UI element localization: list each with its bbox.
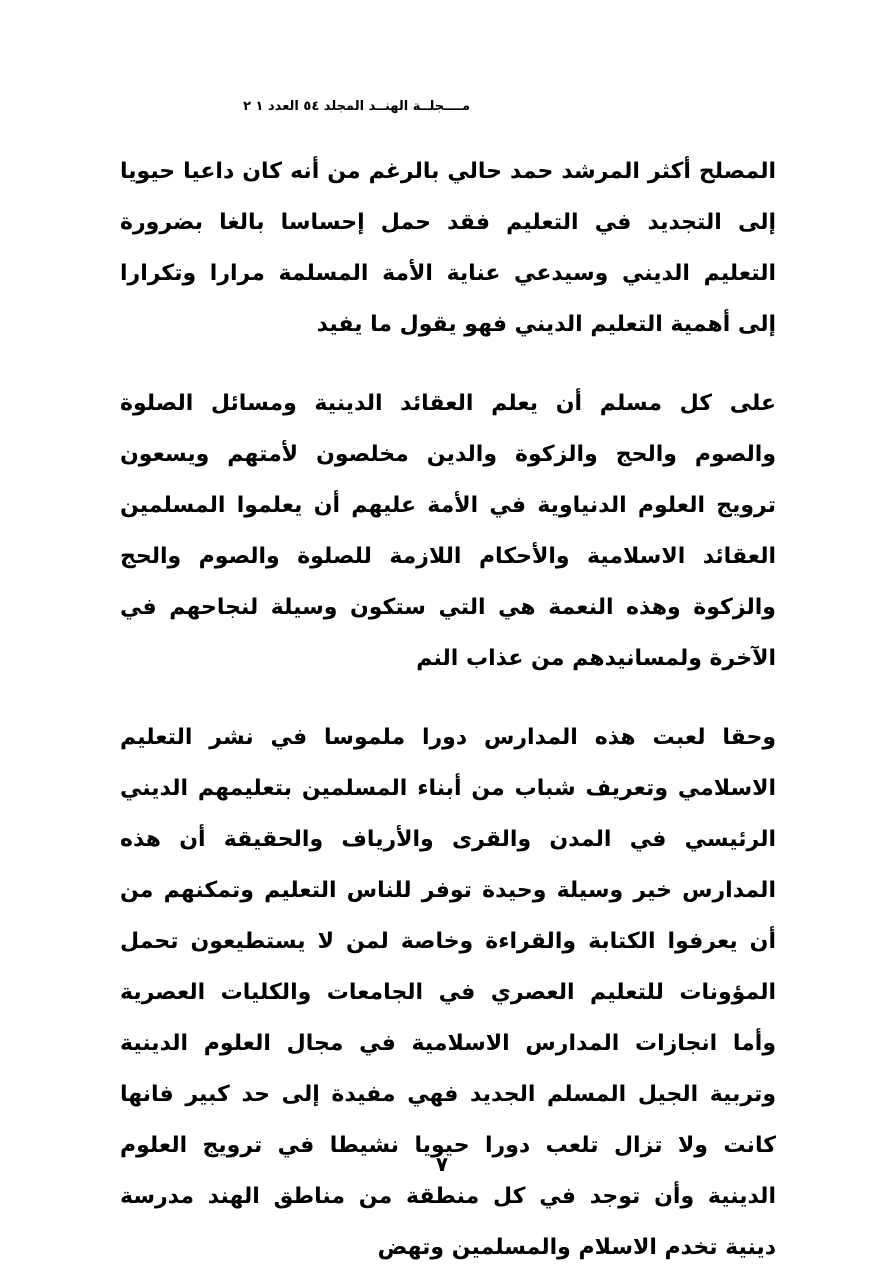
paragraph: المصلح أكثر المرشد حمد حالي بالرغم من أنه كان داعيا حيويا إلى التجديد في التعليم فقد حمل إحساسا بالغا بضرورة التعليم الديني وسيدعي عناية الأمة المسلمة مرارا وتكرارا إلى أهمية التعليم الديني فهو يقول ما يفيد [120, 159, 776, 337]
paragraph: على كل مسلم أن يعلم العقائد الدينية ومسائل الصلوة والصوم والحج والزكوة والدين مخلصون لأمتهم ويسعون ترويج العلوم الدنياوية في الأمة عليهم أن يعلموا المسلمين العقائد الاسلامية والأحكام اللازمة للصلوة والصوم والحج والزكوة وهذه النعمة هي التي ستكون وسيلة لنجاحهم في الآخرة ولمسانيدهم من عذاب النم [120, 391, 776, 671]
paragraph: وحقا لعبت هذه المدارس دورا ملموسا في نشر التعليم الاسلامي وتعريف شباب من أبناء المسلمين بتعليمهم الديني الرئيسي في المدن والقرى والأرياف والحقيقة أن هذه المدارس خير وسيلة وحيدة توفر للناس التعليم وتمكنهم من أن يعرفوا الكتابة والقراءة وخاصة لمن لا يستطيعون تحمل المؤونات للتعليم العصري في الجامعات والكليات العصرية وأما انجازات المدارس الاسلامية في مجال العلوم الدينية وتربية الجيل المسلم الجديد فهي مفيدة إلى حد كبير فانها كانت ولا تزال تلعب دورا حيويا نشيطا في ترويج العلوم الدينية وأن توجد في كل منطقة من مناطق الهند مدرسة دينية تخدم الاسلام والمسلمين وتهض [120, 725, 776, 1260]
article-body [120, 146, 776, 1273]
page-number: ٧ [435, 1152, 449, 1176]
running-header: مــــجلــة الهنــد المجلد ٥٤ العدد ١ ٢ [243, 99, 470, 114]
